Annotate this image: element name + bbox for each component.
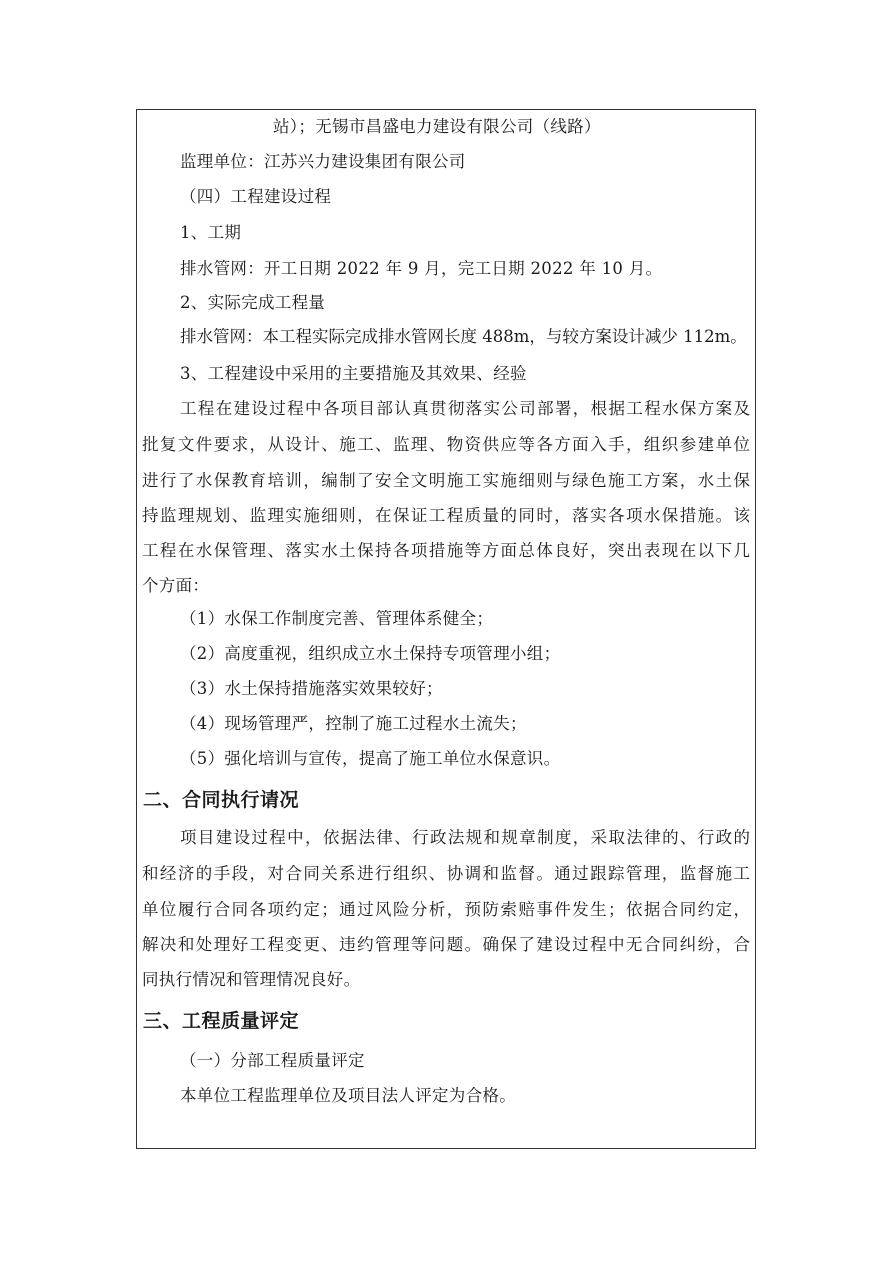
point-item: （2）高度重视，组织成立水土保持专项管理小组； — [180, 644, 561, 663]
contract-line: 单位履行合同各项约定；通过风险分析，预防索赔事件发生；依据合同约定， — [142, 900, 750, 919]
item1-text: 排水管网：开工日期 2022 年 9 月，完工日期 2022 年 10 月。 — [180, 259, 663, 278]
contract-line: 同执行情况和管理情况良好。 — [142, 970, 361, 989]
item3-title: 3、工程建设中采用的主要措施及其效果、经验 — [180, 364, 527, 383]
supervision-unit: 监理单位：江苏兴力建设集团有限公司 — [180, 152, 466, 171]
quality-text: 本单位工程监理单位及项目法人评定为合格。 — [180, 1086, 516, 1105]
contract-line: 解决和处理好工程变更、违约管理等问题。确保了建设过程中无合同纠纷，合 — [142, 935, 750, 954]
paragraph-line: 持监理规划、监理实施细则，在保证工程质量的同时，落实各项水保措施。该 — [142, 506, 750, 525]
item2-text: 排水管网：本工程实际完成排水管网长度 488m，与较方案设计减少 112m。 — [180, 327, 747, 346]
paragraph-line: 工程在建设过程中各项目部认真贯彻落实公司部署，根据工程水保方案及 — [180, 399, 750, 418]
heading-contract: 二、合同执行请况 — [143, 789, 300, 811]
point-item: （4）现场管理严，控制了施工过程水土流失； — [180, 714, 527, 733]
point-item: （5）强化培训与宣传，提高了施工单位水保意识。 — [180, 749, 561, 768]
paragraph-line: 工程在水保管理、落实水土保持各项措施等方面总体良好，突出表现在以下几 — [142, 541, 750, 560]
top-fragment: 站）；无锡市昌盛电力建设有限公司（线路） — [273, 117, 601, 136]
item2-title: 2、实际完成工程量 — [180, 293, 326, 312]
section4-title: （四）工程建设过程 — [180, 187, 332, 206]
paragraph-line: 批复文件要求，从设计、施工、监理、物资供应等各方面入手，组织参建单位 — [142, 435, 750, 454]
quality-subtitle: （一）分部工程质量评定 — [180, 1051, 365, 1070]
contract-line: 项目建设过程中，依据法律、行政法规和规章制度，采取法律的、行政的 — [180, 828, 750, 847]
item1-title: 1、工期 — [180, 223, 242, 242]
point-item: （3）水土保持措施落实效果较好； — [180, 679, 443, 698]
heading-quality: 三、工程质量评定 — [143, 1010, 300, 1032]
paragraph-line: 进行了水保教育培训，编制了安全文明施工实施细则与绿色施工方案，水土保 — [142, 471, 750, 490]
contract-line: 和经济的手段，对合同关系进行组织、协调和监督。通过跟踪管理，监督施工 — [142, 864, 750, 883]
paragraph-line: 个方面： — [142, 576, 210, 595]
point-item: （1）水保工作制度完善、管理体系健全； — [180, 609, 494, 628]
